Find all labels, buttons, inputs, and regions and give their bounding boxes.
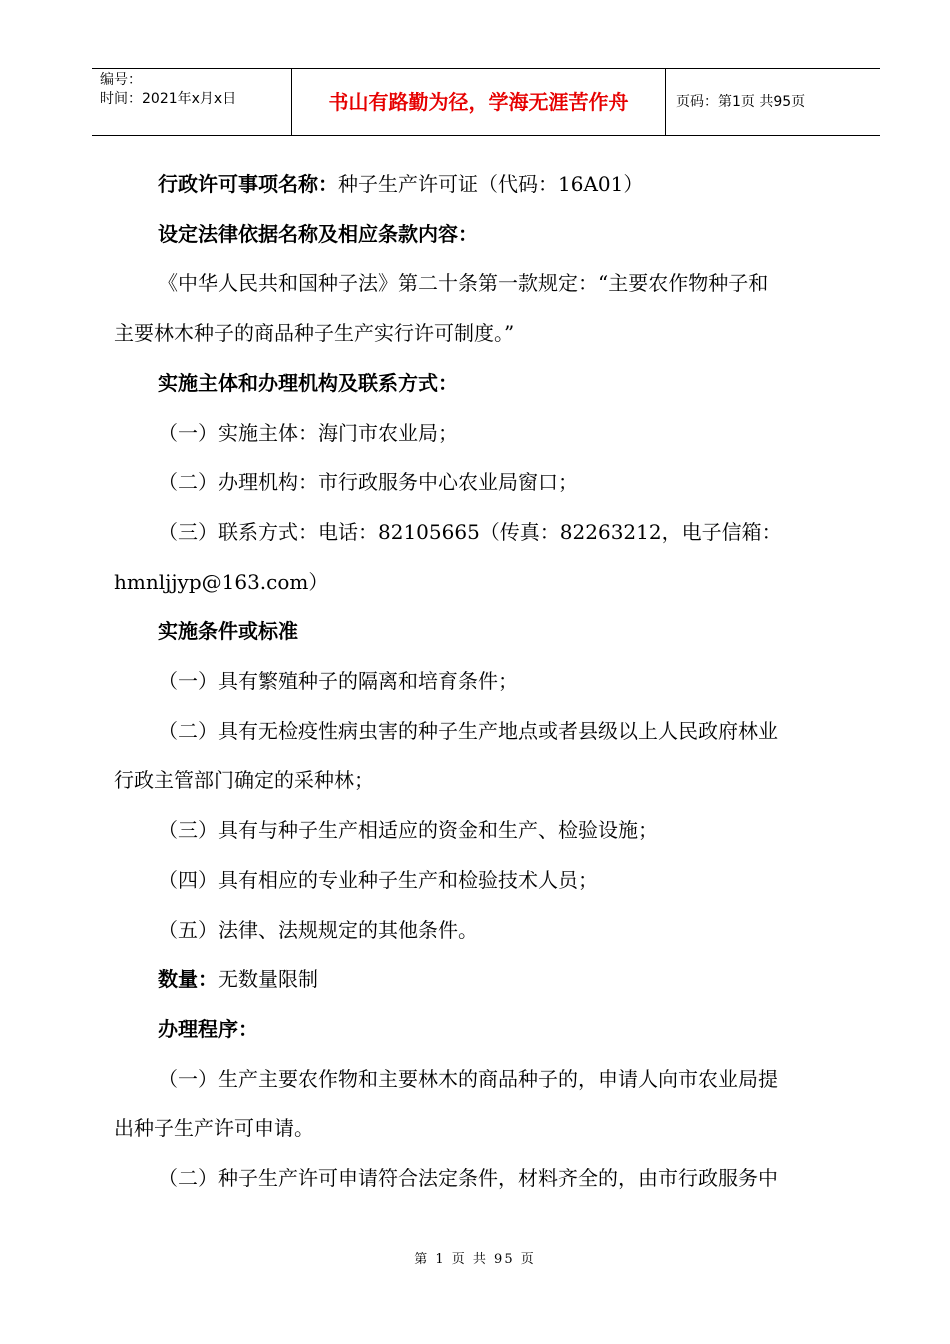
page-header [92,68,880,136]
subject-item-3-line-2: hmnljjyp@163.com） [114,569,329,594]
condition-item-2-line-2: 行政主管部门确定的采种林； [114,768,374,793]
condition-item-2-line-1: （二）具有无检疫性病虫害的种子生产地点或者县级以上人民政府林业 [158,718,778,743]
conditions-heading: 实施条件或标准 [158,619,298,644]
item-name-value: 种子生产许可证（代码：16A01） [338,172,644,196]
condition-item-3: （三）具有与种子生产相适应的资金和生产、检验设施； [158,818,658,843]
procedure-heading: 办理程序： [158,1016,258,1041]
document-body [114,160,860,1204]
item-name-label: 行政许可事项名称： [158,172,338,196]
procedure-item-2-line-1: （二）种子生产许可申请符合法定条件，材料齐全的，由市行政服务中 [158,1166,778,1191]
quantity-value: 无数量限制 [218,967,318,992]
subject-item-3-line-1: （三）联系方式：电话：82105665（传真：82263212，电子信箱： [158,519,782,544]
procedure-item-1-line-2: 出种子生产许可申请。 [114,1116,314,1141]
header-page-info: 页码：第1页 共95页 [676,94,806,110]
subject-item-1: （一）实施主体：海门市农业局； [158,420,458,445]
quantity-line [114,955,860,1005]
header-motto: 书山有路勤为径，学海无涯苦作舟 [292,69,666,135]
legal-basis-heading: 设定法律依据名称及相应条款内容： [158,221,478,246]
item-name-line [114,160,860,210]
condition-item-4: （四）具有相应的专业种子生产和检验技术人员； [158,867,598,892]
procedure-item-1-line-1: （一）生产主要农作物和主要林木的商品种子的，申请人向市农业局提 [158,1066,778,1091]
subject-item-2: （二）办理机构：市行政服务中心农业局窗口； [158,470,578,495]
serial-label: 编号： [100,72,142,88]
subject-heading: 实施主体和办理机构及联系方式： [158,370,458,395]
time-label: 时间：2021年x月x日 [100,91,237,107]
header-left-cell [92,69,292,135]
legal-basis-line-2: 主要林木种子的商品种子生产实行许可制度。” [114,321,515,346]
condition-item-5: （五）法律、法规规定的其他条件。 [158,917,478,942]
legal-basis-line-1: 《中华人民共和国种子法》第二十条第一款规定：“主要农作物种子和 [158,271,769,296]
quantity-label: 数量： [158,967,218,992]
page-footer: 第 1 页 共 95 页 [414,1252,536,1267]
condition-item-1: （一）具有繁殖种子的隔离和培育条件； [158,669,518,694]
